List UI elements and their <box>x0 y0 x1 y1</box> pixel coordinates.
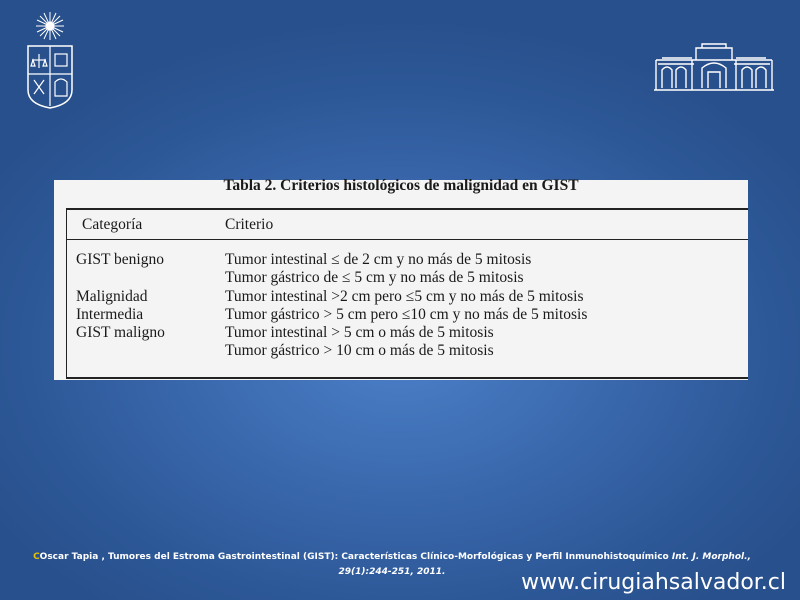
website-url: www.cirugiahsalvador.cl <box>521 570 786 595</box>
citation-journal: Int. J. Morphol., <box>671 552 751 562</box>
citation-mark: C <box>33 552 40 562</box>
row-criterion: Tumor intestinal > 5 cm o más de 5 mitosis <box>225 324 494 341</box>
university-crest-logo-icon <box>22 10 78 110</box>
row-criterion: Tumor intestinal >2 cm pero ≤5 cm y no más de 5 mitosis <box>225 288 584 305</box>
row-criterion: Tumor gástrico > 5 cm pero ≤10 cm y no más de 5 mitosis <box>225 306 588 323</box>
table-top-rule <box>66 208 748 210</box>
table-title: Tabla 2. Criterios histológicos de malignidad en GIST <box>223 177 579 194</box>
header-category: Categoría <box>82 216 143 233</box>
row-category: Intermedia <box>76 306 144 323</box>
table-bottom-rule <box>66 377 748 379</box>
citation-issue: 29(1):244-251, 2011. <box>338 567 446 577</box>
row-criterion: Tumor intestinal ≤ de 2 cm y no más de 5 mitosis <box>225 251 532 268</box>
row-category: Malignidad <box>76 288 148 305</box>
row-criterion: Tumor gástrico de ≤ 5 cm y no más de 5 mitosis <box>225 269 524 286</box>
criteria-table <box>54 177 748 380</box>
row-category: GIST benigno <box>76 251 164 268</box>
header-criterion: Criterio <box>225 216 274 233</box>
row-criterion: Tumor gástrico > 10 cm o más de 5 mitosis <box>225 342 494 359</box>
citation-text: Oscar Tapia , Tumores del Estroma Gastrointestinal (GIST): Características Clínico-Morfológicas y Perfil Inmunohistoquímico <box>39 552 669 562</box>
hospital-building-logo-icon <box>652 40 776 94</box>
table-header-rule <box>66 239 748 240</box>
row-category: GIST maligno <box>76 324 165 341</box>
table-left-border <box>66 208 67 379</box>
